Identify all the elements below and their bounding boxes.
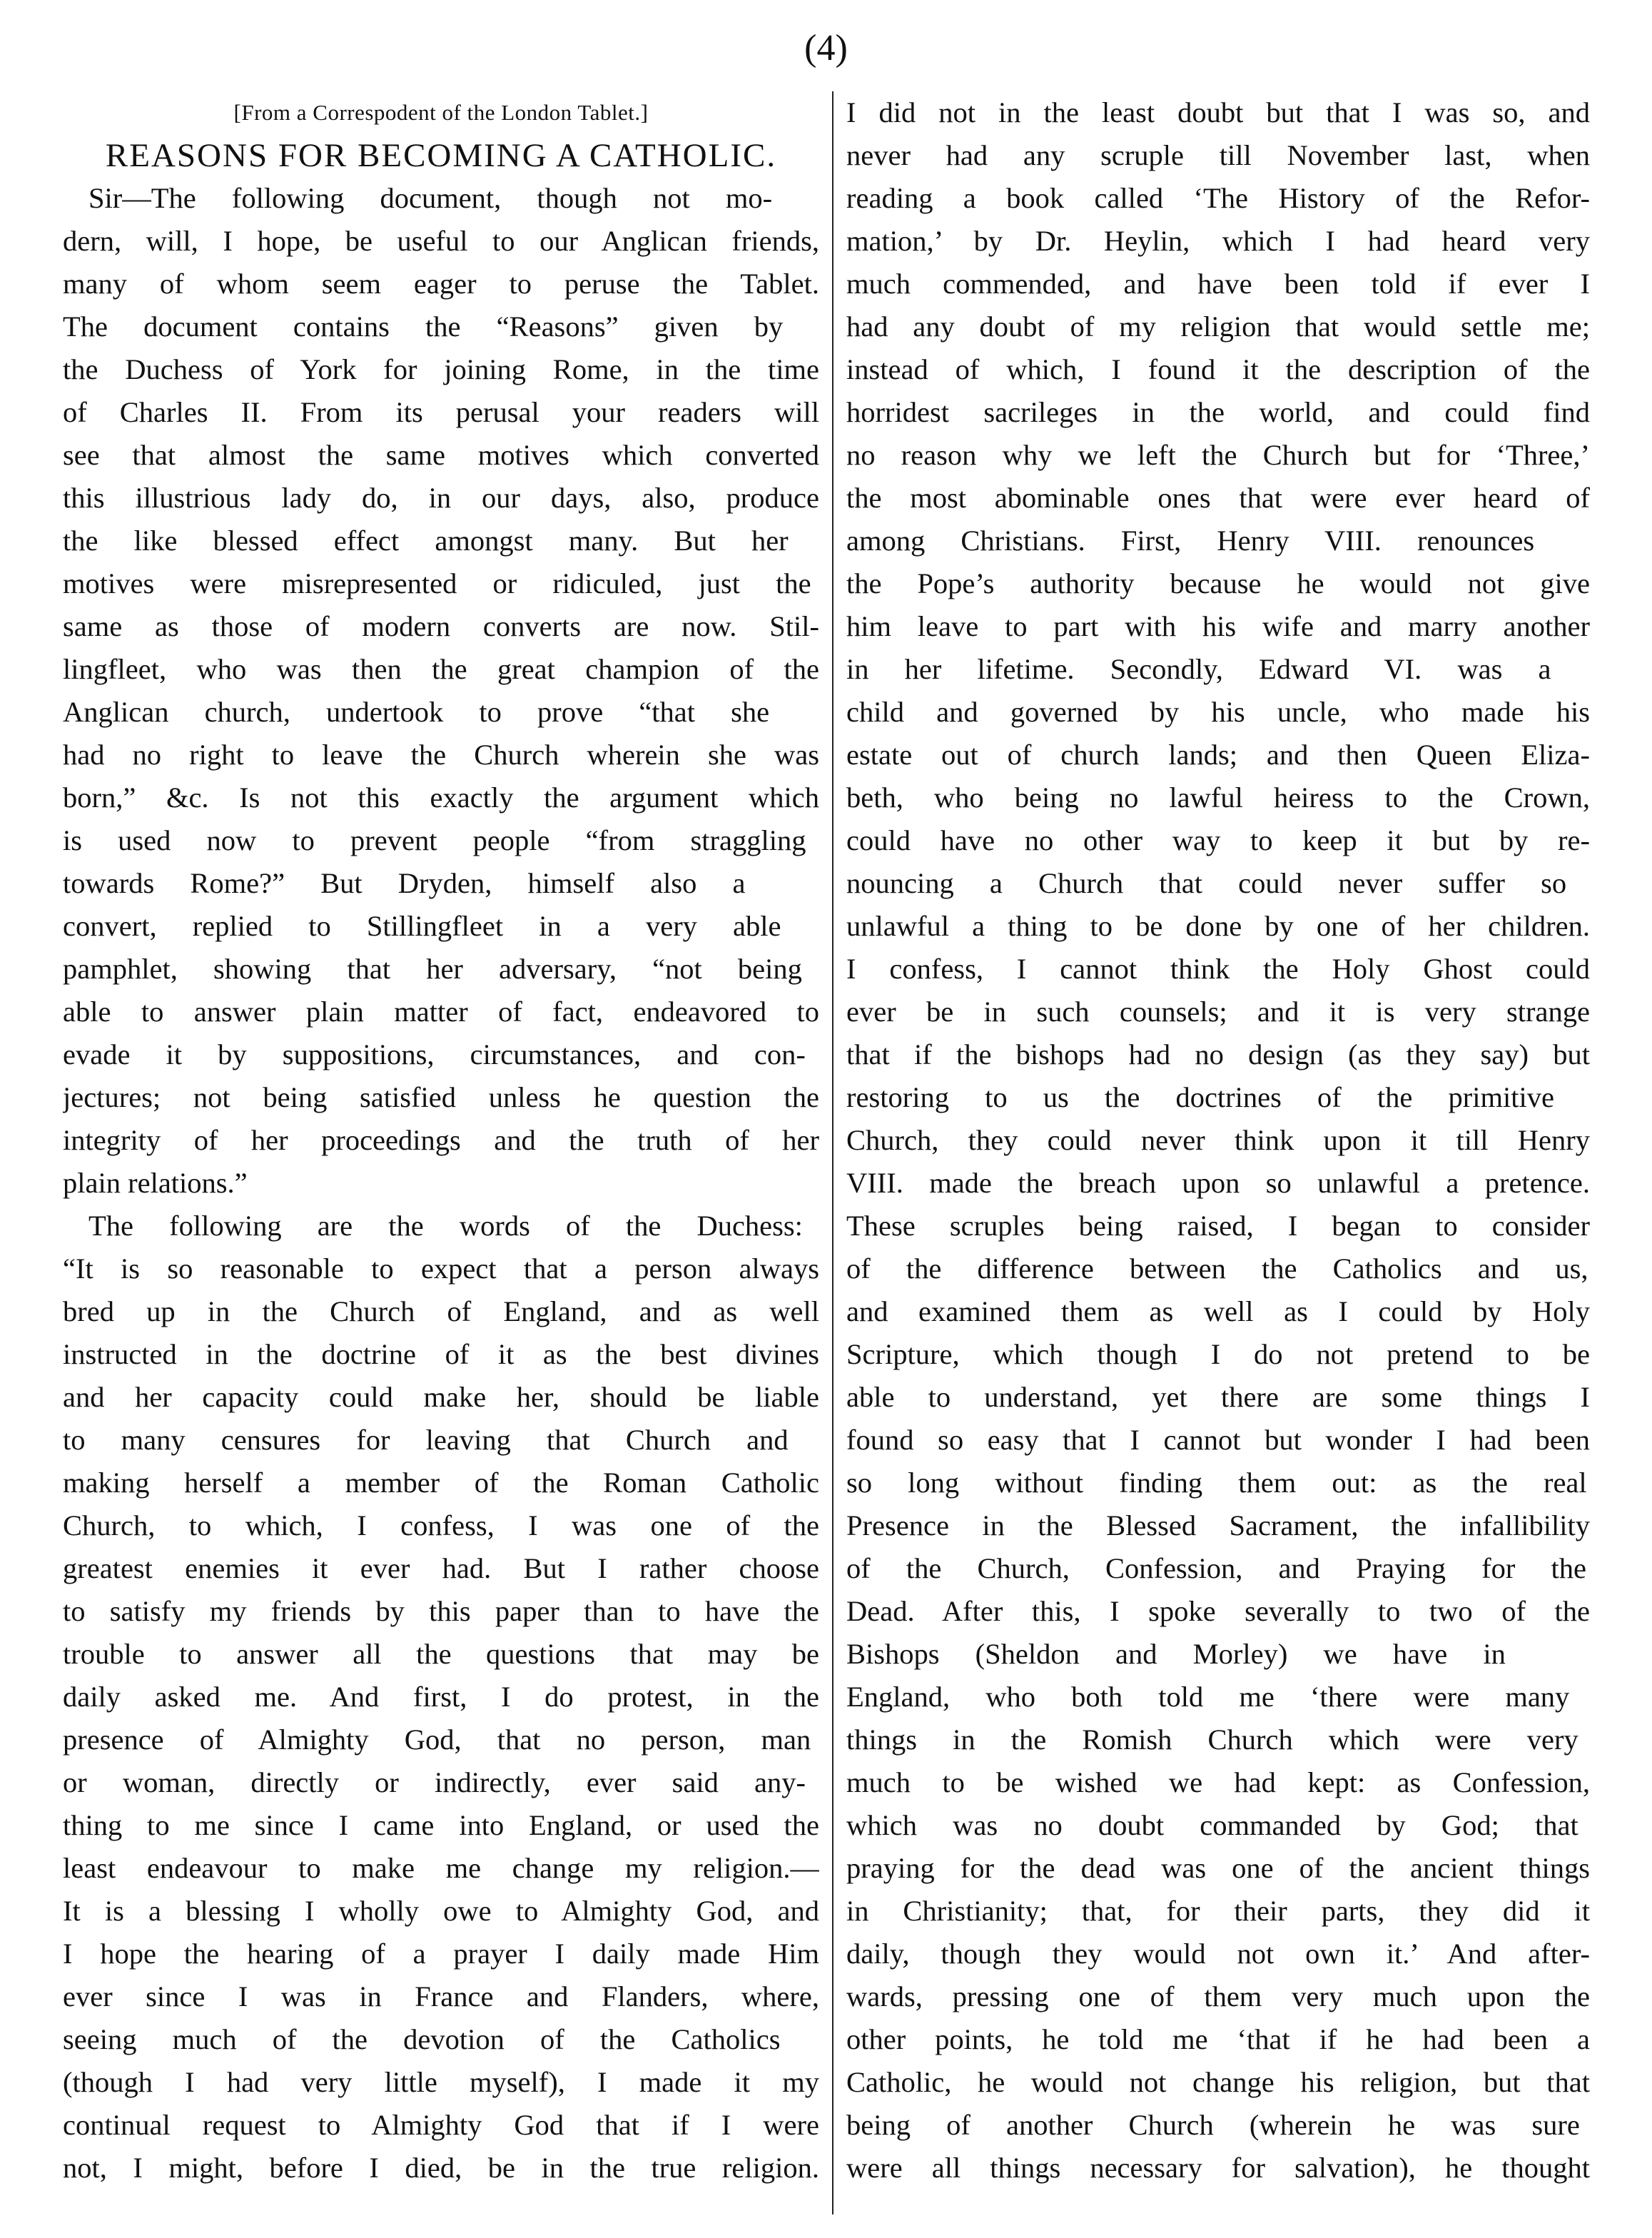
text-line: integrity of her proceedings and the truth of her — [63, 1124, 819, 1156]
text-line: bred up in the Church of England, and as well — [63, 1295, 819, 1327]
text-line: among Christians. First, Henry VIII. renounces — [846, 525, 1535, 557]
text-line: child and governed by his uncle, who made his — [846, 696, 1590, 728]
text-line: things in the Romish Church which were very — [846, 1723, 1578, 1756]
text-line: the most abominable ones that were ever heard of — [846, 482, 1590, 514]
article-paragraph-1 — [63, 177, 819, 1205]
text-line: had any doubt of my religion that would settle me; — [846, 310, 1590, 343]
text-line: I confess, I cannot think the Holy Ghost could — [846, 953, 1590, 985]
text-line: least endeavour to make me change my religion.— — [63, 1852, 819, 1884]
text-line: him leave to part with his wife and marry another — [846, 610, 1590, 642]
column-divider — [832, 91, 833, 2214]
text-line: ever since I was in France and Flanders, where, — [63, 1980, 819, 2012]
text-line: I hope the hearing of a prayer I daily made Him — [63, 1938, 819, 1970]
text-line: restoring to us the doctrines of the primitive — [846, 1081, 1554, 1113]
text-line: were all things necessary for salvation), he thought — [846, 2152, 1590, 2184]
text-line: pamphlet, showing that her adversary, “not being — [63, 953, 802, 985]
text-line: plain relations.” — [63, 1167, 248, 1199]
text-line: instructed in the doctrine of it as the best divines — [63, 1338, 819, 1370]
text-line: seeing much of the devotion of the Catholics — [63, 2023, 781, 2055]
text-line: It is a blessing I wholly owe to Almighty God, and — [63, 1895, 819, 1927]
right-column — [846, 91, 1590, 2189]
text-line: Sir—The following document, though not mo- — [88, 182, 773, 214]
text-line: instead of which, I found it the description of the — [846, 353, 1590, 385]
article-paragraph-2-continued — [846, 91, 1590, 2189]
text-line: of the Church, Confession, and Praying for the — [846, 1552, 1586, 1584]
text-line: in her lifetime. Secondly, Edward VI. was a — [846, 653, 1551, 685]
text-line: evade it by suppositions, circumstances, and con- — [63, 1038, 806, 1070]
text-line: wards, pressing one of them very much upon the — [846, 1980, 1590, 2012]
text-line: see that almost the same motives which converted — [63, 439, 819, 471]
text-line: of Charles II. From its perusal your readers will — [63, 396, 819, 428]
text-line: never had any scruple till November last, when — [846, 139, 1590, 171]
text-line: that if the bishops had no design (as they say) but — [846, 1038, 1590, 1070]
text-line: not, I might, before I died, be in the true religion. — [63, 2152, 819, 2184]
text-line: Dead. After this, I spoke severally to two of the — [846, 1595, 1590, 1627]
text-line: estate out of church lands; and then Queen Eliza- — [846, 739, 1590, 771]
text-line: the like blessed effect amongst many. But her — [63, 525, 789, 557]
article-source: [From a Correspodent of the London Tablet.] — [233, 100, 649, 125]
text-line: trouble to answer all the questions that may be — [63, 1638, 819, 1670]
text-line: daily asked me. And first, I do protest, in the — [63, 1681, 819, 1713]
text-line: dern, will, I hope, be useful to our Anglican friends, — [63, 225, 819, 257]
text-line: VIII. made the breach upon so unlawful a pretence. — [846, 1167, 1590, 1199]
text-line: being of another Church (wherein he was sure — [846, 2109, 1580, 2141]
text-line: could have no other way to keep it but by re- — [846, 824, 1590, 856]
text-line: motives were misrepresented or ridiculed, just the — [63, 567, 811, 599]
text-line: Catholic, he would not change his religion, but that — [846, 2066, 1590, 2098]
text-line: “It is so reasonable to expect that a person always — [63, 1252, 819, 1285]
text-line: much to be wished we had kept: as Confession, — [846, 1766, 1590, 1798]
text-line: Anglican church, undertook to prove “that she — [63, 696, 770, 728]
text-line: reading a book called ‘The History of the Refor- — [846, 182, 1590, 214]
text-line: other points, he told me ‘that if he had been a — [846, 2023, 1590, 2055]
text-line: Bishops (Sheldon and Morley) we have in — [846, 1638, 1506, 1670]
text-line: able to understand, yet there are some things I — [846, 1381, 1590, 1413]
page-number: (4) — [804, 28, 848, 69]
text-line: or woman, directly or indirectly, ever said any- — [63, 1766, 806, 1798]
text-line: ever be in such counsels; and it is very strange — [846, 996, 1590, 1028]
text-line: and her capacity could make her, should be liable — [63, 1381, 819, 1413]
text-line: England, who both told me ‘there were many — [846, 1681, 1570, 1713]
text-line: The document contains the “Reasons” given by — [63, 310, 784, 343]
text-line: making herself a member of the Roman Catholic — [63, 1467, 819, 1499]
text-line: mation,’ by Dr. Heylin, which I had heard very — [846, 225, 1590, 257]
article-title: REASONS FOR BECOMING A CATHOLIC. — [105, 137, 777, 174]
article-paragraph-2 — [63, 1205, 819, 2189]
text-line: in Christianity; that, for their parts, they did it — [846, 1895, 1590, 1927]
text-line: (though I had very little myself), I made it my — [63, 2066, 819, 2098]
text-line: is used now to prevent people “from straggling — [63, 824, 806, 856]
text-line: lingfleet, who was then the great champion of the — [63, 653, 819, 685]
left-column — [63, 91, 819, 2189]
text-line: to satisfy my friends by this paper than to have the — [63, 1595, 819, 1627]
text-line: daily, though they would not own it.’ And after- — [846, 1938, 1590, 1970]
text-line: unlawful a thing to be done by one of her children. — [846, 910, 1590, 942]
text-line: Church, they could never think upon it till Henry — [846, 1124, 1590, 1156]
text-line: found so easy that I cannot but wonder I had been — [846, 1424, 1590, 1456]
text-line: The following are the words of the Duchess: — [88, 1210, 803, 1242]
text-line: had no right to leave the Church wherein she was — [63, 739, 819, 771]
text-line: presence of Almighty God, that no person, man — [63, 1723, 811, 1756]
text-line: greatest enemies it ever had. But I rather choose — [63, 1552, 819, 1584]
text-line: praying for the dead was one of the ancient things — [846, 1852, 1590, 1884]
text-line: the Pope’s authority because he would not give — [846, 567, 1590, 599]
text-line: of the difference between the Catholics and us, — [846, 1252, 1588, 1285]
text-line: so long without finding them out: as the real — [846, 1467, 1587, 1499]
text-line: thing to me since I came into England, or used the — [63, 1809, 819, 1841]
text-line: horridest sacrileges in the world, and could find — [846, 396, 1590, 428]
text-line: towards Rome?” But Dryden, himself also a — [63, 867, 746, 899]
text-line: many of whom seem eager to peruse the Tablet. — [63, 268, 819, 300]
text-line: These scruples being raised, I began to consider — [846, 1210, 1590, 1242]
text-line: Church, to which, I confess, I was one of the — [63, 1509, 819, 1541]
text-line: to many censures for leaving that Church and — [63, 1424, 789, 1456]
text-line: I did not in the least doubt but that I was so, and — [846, 96, 1590, 128]
text-line: and examined them as well as I could by Holy — [846, 1295, 1590, 1327]
text-line: beth, who being no lawful heiress to the Crown, — [846, 781, 1590, 814]
text-line: the Duchess of York for joining Rome, in the time — [63, 353, 819, 385]
text-line: able to answer plain matter of fact, endeavored to — [63, 996, 819, 1028]
text-line: nouncing a Church that could never suffer so — [846, 867, 1567, 899]
text-line: convert, replied to Stillingfleet in a very able — [63, 910, 781, 942]
text-line: Scripture, which though I do not pretend to be — [846, 1338, 1590, 1370]
text-line: this illustrious lady do, in our days, also, produce — [63, 482, 819, 514]
text-line: Presence in the Blessed Sacrament, the infallibility — [846, 1509, 1590, 1541]
text-line: continual request to Almighty God that if I were — [63, 2109, 819, 2141]
text-line: which was no doubt commanded by God; that — [846, 1809, 1578, 1841]
text-line: no reason why we left the Church but for ‘Three,’ — [846, 439, 1590, 471]
text-line: jectures; not being satisfied unless he question the — [63, 1081, 819, 1113]
text-line: same as those of modern converts are now. Stil- — [63, 610, 819, 642]
text-line: much commended, and have been told if ever I — [846, 268, 1590, 300]
text-line: born,” &c. Is not this exactly the argument which — [63, 781, 819, 814]
